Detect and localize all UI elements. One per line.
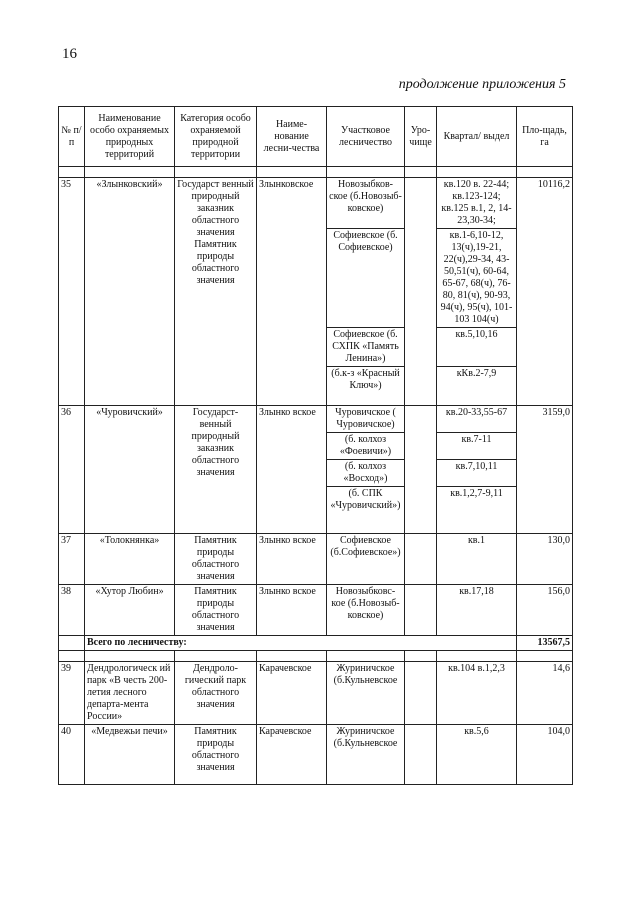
- row-district: Журиничское (б.Кульневское: [327, 662, 405, 725]
- row-tract: [405, 662, 437, 725]
- row-category: Памятник природы областного значения: [175, 725, 257, 785]
- row-quarter: кв.5,10,16: [437, 328, 517, 367]
- header-area: Пло-щадь, га: [517, 107, 573, 167]
- row-quarter: кв.20-33,55-67: [437, 406, 517, 433]
- row-area: 156,0: [517, 585, 573, 636]
- row-district: Софиевское (б. СХПК «Память Ленина»): [327, 328, 405, 367]
- row-name: «Толокнянка»: [85, 534, 175, 585]
- protected-areas-table: [58, 106, 573, 785]
- header-quarter: Квартал/ выдел: [437, 107, 517, 167]
- row-district: Чуровичское ( Чуровичское): [327, 406, 405, 433]
- header-spacer-row: [59, 167, 573, 178]
- table-row: [59, 725, 573, 785]
- row-tract: [405, 534, 437, 585]
- row-area: 130,0: [517, 534, 573, 585]
- row-area: 10116,2: [517, 178, 573, 406]
- row-category: Памятник природы областного значения: [175, 534, 257, 585]
- row-category: Памятник природы областного значения: [175, 585, 257, 636]
- row-quarter: кв.120 в. 22-44; кв.123-124; кв.125 в.1, 2, 14-23,30-34;: [437, 178, 517, 229]
- row-num: 38: [59, 585, 85, 636]
- row-tract: [405, 725, 437, 785]
- row-quarter: кв.17,18: [437, 585, 517, 636]
- total-spacer-row: [59, 651, 573, 662]
- row-district: (б. колхоз «Фоевичи»): [327, 433, 405, 460]
- row-tract: [405, 178, 437, 406]
- row-quarter: кв.7,10,11: [437, 460, 517, 487]
- header-district: Участковое лесничество: [327, 107, 405, 167]
- row-forestry: Злынко вское: [257, 406, 327, 534]
- row-num: 35: [59, 178, 85, 406]
- row-quarter: кв.1: [437, 534, 517, 585]
- table-row: [59, 178, 573, 229]
- header-category: Категория особо охраняемой природной территории: [175, 107, 257, 167]
- row-quarter: кв.1,2,7-9,11: [437, 487, 517, 534]
- row-forestry: Злынко вское: [257, 585, 327, 636]
- header-name: Наименование особо охраняемых природных территорий: [85, 107, 175, 167]
- row-forestry: Злынко вское: [257, 534, 327, 585]
- page-number: 16: [62, 46, 77, 62]
- row-forestry: Карачевское: [257, 725, 327, 785]
- row-num: 39: [59, 662, 85, 725]
- row-forestry: Злынковское: [257, 178, 327, 406]
- header-num: № п/п: [59, 107, 85, 167]
- row-area: 104,0: [517, 725, 573, 785]
- row-area: 14,6: [517, 662, 573, 725]
- row-num: 36: [59, 406, 85, 534]
- row-district: Новозыбков-ское (б.Новозыб-ковское): [327, 178, 405, 229]
- row-name: «Злынковский»: [85, 178, 175, 406]
- row-name: Дендрологическ ий парк «В честь 200-летия лесного департа-мента России»: [85, 662, 175, 725]
- total-label: Всего по лесничеству:: [85, 636, 517, 651]
- row-name: «Чуровичский»: [85, 406, 175, 534]
- row-quarter: кв.5,6: [437, 725, 517, 785]
- total-row: [59, 636, 573, 651]
- table-row: [59, 406, 573, 433]
- row-area: 3159,0: [517, 406, 573, 534]
- row-quarter: кКв.2-7,9: [437, 367, 517, 406]
- row-category: Дендроло-гический парк областного значения: [175, 662, 257, 725]
- row-quarter: кв.7-11: [437, 433, 517, 460]
- row-num: 40: [59, 725, 85, 785]
- row-name: «Медвежьи печи»: [85, 725, 175, 785]
- continuation-caption: продолжение приложения 5: [398, 77, 566, 92]
- table-row: [59, 585, 573, 636]
- row-quarter: кв.1-6,10-12, 13(ч),19-21, 22(ч),29-34, 43-50,51(ч), 60-64, 65-67, 68(ч), 76-80, 81(ч), 90-93, 94(ч), 95(ч), 101-103 104(ч): [437, 229, 517, 328]
- row-district: (б. колхоз «Восход»): [327, 460, 405, 487]
- row-district: Новозыбковс-кое (б.Новозыб-ковское): [327, 585, 405, 636]
- total-num: [59, 636, 85, 651]
- row-district: (б. СПК «Чуровичский»): [327, 487, 405, 534]
- row-district: Журиничское (б.Кульневское: [327, 725, 405, 785]
- row-district: Софиевское (б.Софиевское»): [327, 534, 405, 585]
- row-district: (б.к-з «Красный Ключ»): [327, 367, 405, 406]
- table-row: [59, 534, 573, 585]
- row-quarter: кв.104 в.1,2,3: [437, 662, 517, 725]
- row-category: Государст венный природный заказник областного значения Памятник природы областного значения: [175, 178, 257, 406]
- row-category: Государст-венный природный заказник областного значения: [175, 406, 257, 534]
- row-district: Софиевское (б. Софиевское): [327, 229, 405, 328]
- header-forestry: Наиме-нование лесни-чества: [257, 107, 327, 167]
- row-forestry: Карачевское: [257, 662, 327, 725]
- table-header-row: [59, 107, 573, 167]
- total-area: 13567,5: [517, 636, 573, 651]
- row-num: 37: [59, 534, 85, 585]
- row-name: «Хутор Любин»: [85, 585, 175, 636]
- row-tract: [405, 406, 437, 534]
- row-tract: [405, 585, 437, 636]
- table-row: [59, 662, 573, 725]
- header-tract: Уро-чище: [405, 107, 437, 167]
